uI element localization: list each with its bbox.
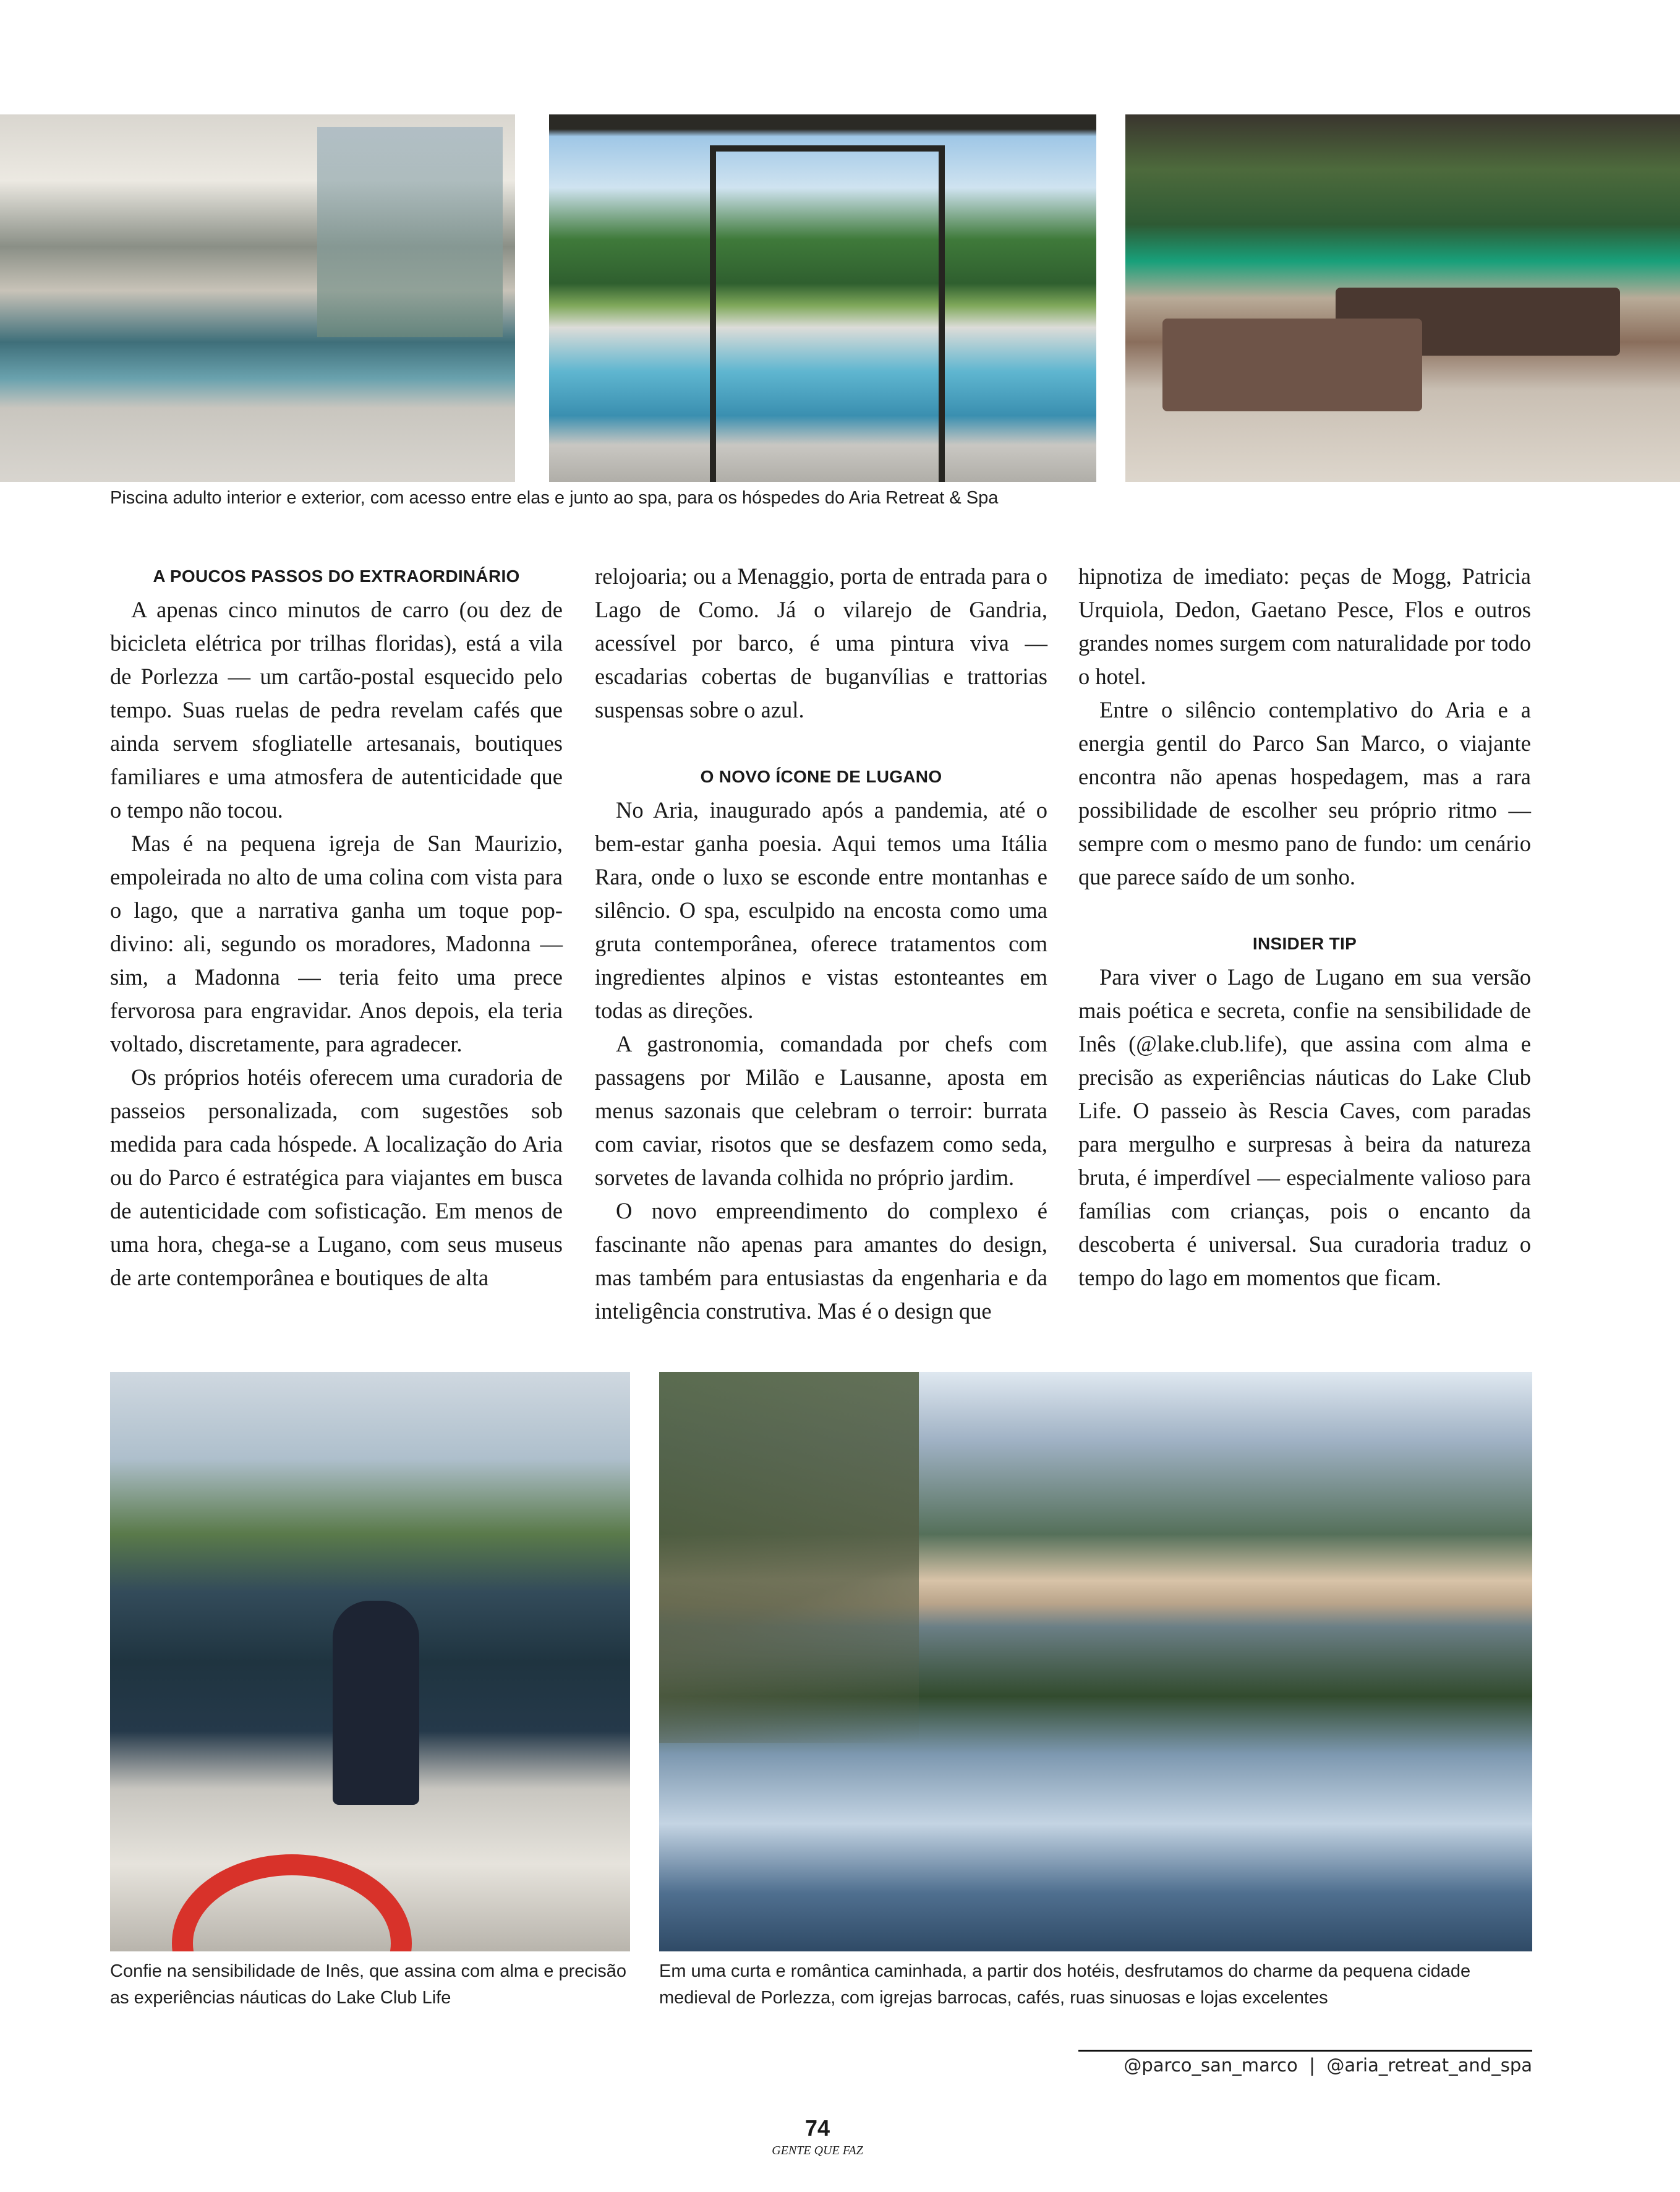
photo-outdoor-pool	[549, 114, 1096, 482]
top-photo-caption: Piscina adulto interior e exterior, com acesso entre elas e junto ao spa, para os hóspedes do Aria Retreat & Spa	[110, 488, 999, 508]
paragraph: Para viver o Lago de Lugano em sua versão mais poética e secreta, confie na sensibilidade de Inês (@lake.club.life), que assina com alma e precisão as experiências náuticas do Lake Club Life. O passeio às Rescia Caves, com paradas para mergulho e surpresas à beira da natureza bruta, é imperdível — especialmente valioso para famílias com crianças, pois o encanto da descoberta é universal. Sua curadoria traduz o tempo do lago em momentos que ficam.	[1078, 964, 1531, 1290]
photo-indoor-pool	[0, 114, 515, 482]
photo-porlezza-lake	[659, 1372, 1532, 1951]
page-number: 74	[804, 2115, 830, 2141]
article-column-1	[110, 560, 563, 1295]
paragraph: A apenas cinco minutos de carro (ou dez de bicicleta elétrica por trilhas floridas), está a vila de Porlezza — um cartão-postal esquecido pelo tempo. Suas ruelas de pedra revelam cafés que ainda servem sfogliatelle artesanais, boutiques familiares e uma atmosfera de autenticidade que o tempo não tocou.	[110, 597, 563, 823]
porlezza-photo-caption: Em uma curta e romântica caminhada, a partir dos hotéis, desfrutamos do charme da pequena cidade medieval de Porlezza, com igrejas barrocas, cafés, ruas sinuosas e lojas excelentes	[659, 1961, 1471, 2008]
paragraph: Entre o silêncio contemplativo do Aria e a energia gentil do Parco San Marco, o viajante encontra não apenas hospedagem, mas a rara possibilidade de escolher seu próprio ritmo — sempre com o mesmo pano de fundo: um cenário que parece saído de um sonho.	[1078, 697, 1531, 889]
paragraph: relojoaria; ou a Menaggio, porta de entrada para o Lago de Como. Já o vilarejo de Gandria, acessível por barco, é uma pintura viva — escadarias cobertas de buganvílias e trattorias suspensas sobre o azul.	[595, 563, 1047, 722]
section-heading: INSIDER TIP	[1252, 934, 1357, 953]
section-heading: A POUCOS PASSOS DO EXTRAORDINÁRIO	[153, 567, 520, 586]
paragraph: A gastronomia, comandada por chefs com passagens por Milão e Lausanne, aposta em menus sazonais que celebram o terroir: burrata com caviar, risotos que se desfazem como seda, sorvetes de lavanda colhida no próprio jardim.	[595, 1031, 1047, 1190]
paragraph: hipnotiza de imediato: peças de Mogg, Patricia Urquiola, Dedon, Gaetano Pesce, Flos e outros grandes nomes surgem com naturalidade por todo o hotel.	[1078, 563, 1531, 689]
social-handles: @parco_san_marco | @aria_retreat_and_spa	[1124, 2055, 1532, 2076]
paragraph: O novo empreendimento do complexo é fascinante não apenas para amantes do design, mas também para entusiastas da engenharia e da inteligência construtiva. Mas é o design que	[595, 1198, 1047, 1324]
magazine-name: GENTE QUE FAZ	[772, 2144, 863, 2157]
paragraph: Os próprios hotéis oferecem uma curadoria de passeios personalizada, com sugestões sob medida para cada hóspede. A localização do Aria ou do Parco é estratégica para viajantes em busca de autenticidade com sofisticação. Em menos de uma hora, chega-se a Lugano, com seus museus de arte contemporânea e boutiques de alta	[110, 1064, 563, 1290]
article-column-2	[595, 560, 1047, 1328]
photo-spa-room	[1125, 114, 1680, 482]
paragraph: No Aria, inaugurado após a pandemia, até o bem-estar ganha poesia. Aqui temos uma Itália Rara, onde o luxo se esconde entre montanhas e silêncio. O spa, esculpido na encosta como uma gruta contemporânea, oferece tratamentos com ingredientes alpinos e vistas estonteantes em todas as direções.	[595, 797, 1047, 1023]
article-column-3	[1078, 560, 1531, 1295]
footer-divider	[1078, 2050, 1532, 2052]
paragraph: Mas é na pequena igreja de San Maurizio, empoleirada no alto de uma colina com vista para o lago, que a narrativa ganha um toque pop-divino: ali, segundo os moradores, Madonna — sim, a Madonna — teria feito uma prece fervorosa para engravidar. Anos depois, ela teria voltado, discretamente, para agradecer.	[110, 831, 563, 1056]
section-heading: O NOVO ÍCONE DE LUGANO	[700, 767, 942, 786]
boat-photo-caption: Confie na sensibilidade de Inês, que assina com alma e precisão as experiências náuticas do Lake Club Life	[110, 1961, 627, 2008]
photo-boat-guide	[110, 1372, 630, 1951]
